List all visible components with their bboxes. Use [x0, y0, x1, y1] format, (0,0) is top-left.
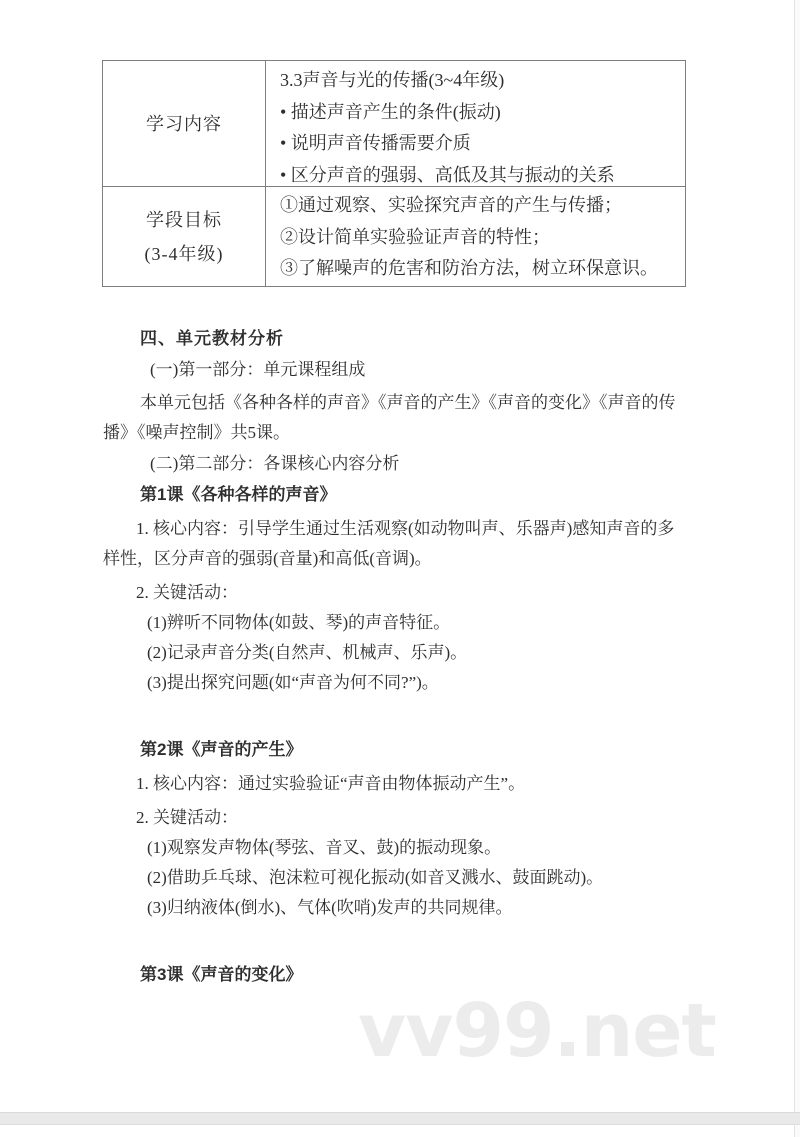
body-line: 播》《噪声控制》共5课。 [103, 423, 290, 442]
learning-table [102, 60, 686, 287]
table-row-stage-goals [103, 187, 685, 286]
body-line: 第1课《各种各样的声音》 [140, 485, 337, 504]
table-label-cell [103, 187, 266, 286]
table-content-line: • 说明声音传播需要介质 [280, 133, 471, 153]
page-gutter [795, 0, 800, 1137]
body-line: (一)第一部分：单元课程组成 [150, 360, 366, 379]
table-row-learning-content [103, 61, 685, 187]
table-content-cell [266, 61, 685, 186]
body-line: (1)观察发声物体(琴弦、音叉、鼓)的振动现象。 [147, 838, 502, 857]
document-body [103, 330, 703, 984]
table-content-cell [266, 187, 685, 286]
body-line: 1. 核心内容：通过实验验证“声音由物体振动产生”。 [136, 774, 526, 793]
body-line: (二)第二部分：各课核心内容分析 [150, 454, 400, 473]
body-line: 样性，区分声音的强弱(音量)和高低(音调)。 [103, 549, 432, 568]
table-label-line: (3-4年级) [144, 243, 224, 264]
page-separator [0, 1112, 800, 1125]
table-content-line: 3.3声音与光的传播(3~4年级) [280, 70, 505, 90]
table-content-line: ②设计简单实验验证声音的特性； [280, 226, 550, 247]
body-line: 2. 关键活动： [136, 583, 238, 602]
body-line: 四、单元教材分析 [140, 329, 284, 348]
body-line: 第3课《声音的变化》 [140, 965, 303, 984]
table-content-line: • 区分声音的强弱、高低及其与振动的关系 [280, 164, 615, 185]
table-content-line: • 描述声音产生的条件(振动) [280, 101, 501, 122]
body-line: (2)记录声音分类(自然声、机械声、乐声)。 [147, 643, 468, 662]
table-label-line: 学习内容 [146, 113, 222, 134]
body-line: 第2课《声音的产生》 [140, 740, 303, 759]
body-line: 1. 核心内容：引导学生通过生活观察(如动物叫声、乐器声)感知声音的多 [136, 519, 675, 538]
body-line: (2)借助乒乓球、泡沫粒可视化振动(如音叉溅水、鼓面跳动)。 [147, 868, 604, 887]
body-line: (3)提出探究问题(如“声音为何不同?”)。 [147, 673, 439, 692]
body-line: 2. 关键活动： [136, 808, 238, 827]
body-line: (1)辨听不同物体(如鼓、琴)的声音特征。 [147, 613, 451, 632]
body-line: 本单元包括《各种各样的声音》《声音的产生》《声音的变化》《声音的传 [140, 393, 676, 412]
page-edge-line [794, 0, 795, 1137]
watermark: vv99.net [358, 988, 716, 1074]
table-label-cell [103, 61, 266, 186]
table-content-line: ③了解噪声的危害和防治方法，树立环保意识。 [280, 258, 658, 278]
table-label-line: 学段目标 [146, 209, 222, 230]
table-content-line: ①通过观察、实验探究声音的产生与传播； [280, 195, 622, 215]
body-line: (3)归纳液体(倒水)、气体(吹哨)发声的共同规律。 [147, 898, 513, 917]
